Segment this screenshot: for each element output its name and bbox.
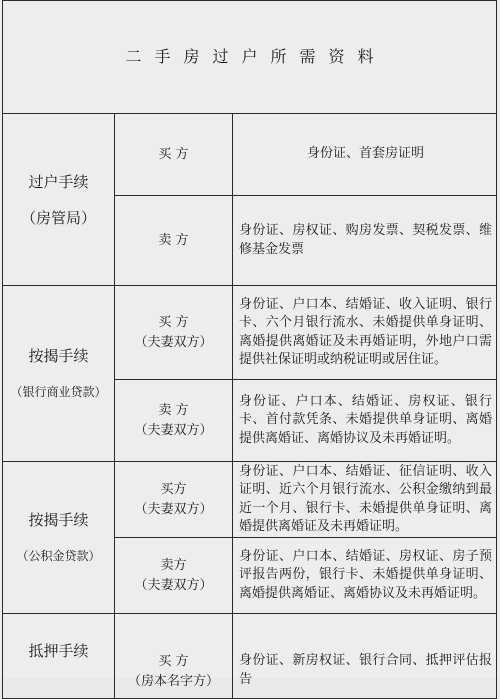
party-note: （夫妻双方） [134, 577, 213, 593]
category-label: 按揭手续 [28, 346, 89, 365]
party-label: 买 方 [158, 314, 189, 330]
page-title: 二手房过户所需资料 [3, 1, 497, 114]
party-cell [115, 196, 233, 286]
category-label: 按揭手续 [28, 510, 89, 529]
table-row [3, 286, 497, 380]
requirements-cell: 身份证、户口本、结婚证、房权证、银行卡、首付款凭条、未婚提供单身证明、离婚提供离婚证、离婚协议及未再婚证明。 [233, 380, 497, 462]
table-row [3, 614, 497, 699]
party-cell [115, 114, 233, 196]
requirements-cell: 身份证、户口本、结婚证、收入证明、银行卡、六个月银行流水、未婚提供单身证明、离婚提供离婚证及未再婚证明，外地户口需提供社保证明或纳税证明或居住证。 [233, 286, 497, 380]
party-note: （房本名字方） [127, 674, 219, 689]
category-sub-label: （房管局） [20, 208, 96, 227]
requirements-table [2, 0, 497, 699]
category-sub-label: （公积金贷款） [16, 548, 101, 563]
category-cell [3, 462, 115, 614]
table-row [3, 462, 497, 538]
requirements-cell: 身份证、户口本、结婚证、征信证明、收入证明、近六个月银行流水、公积金缴纳到最近一个月、银行卡、未婚提供单身证明、离婚提供离婚证及未再婚证明。 [233, 462, 497, 538]
party-note: （夫妻双方） [134, 334, 213, 350]
category-label: 抵押手续 [28, 642, 89, 660]
party-label: 卖方 [160, 557, 187, 573]
title-row [3, 1, 497, 114]
party-label: 卖 方 [158, 402, 189, 418]
party-label: 卖 方 [158, 232, 189, 248]
category-cell [3, 286, 115, 462]
requirements-cell: 身份证、房权证、购房发票、契税发票、维修基金发票 [233, 196, 497, 286]
requirements-cell: 身份证、新房权证、银行合同、抵押评估报告 [233, 614, 497, 699]
party-cell [115, 462, 233, 538]
party-cell [115, 380, 233, 462]
category-cell [3, 614, 115, 699]
requirements-cell: 身份证、户口本、结婚证、房权证、房子预评报告两份，银行卡、未婚提供单身证明、离婚提供离婚证、离婚协议及未再婚证明。 [233, 538, 497, 614]
party-note: （夫妻双方） [134, 422, 213, 438]
requirements-cell: 身份证、首套房证明 [233, 114, 497, 196]
party-label: 买方 [160, 481, 187, 497]
category-label: 过户手续 [28, 172, 89, 191]
category-sub-label: （银行商业贷款） [10, 384, 107, 399]
party-label: 买 方 [158, 146, 189, 162]
party-cell [115, 286, 233, 380]
party-label: 买 方 [158, 654, 189, 669]
table-row [3, 114, 497, 196]
party-cell [115, 614, 233, 699]
category-cell [3, 114, 115, 286]
party-note: （夫妻双方） [134, 501, 213, 517]
party-cell [115, 538, 233, 614]
